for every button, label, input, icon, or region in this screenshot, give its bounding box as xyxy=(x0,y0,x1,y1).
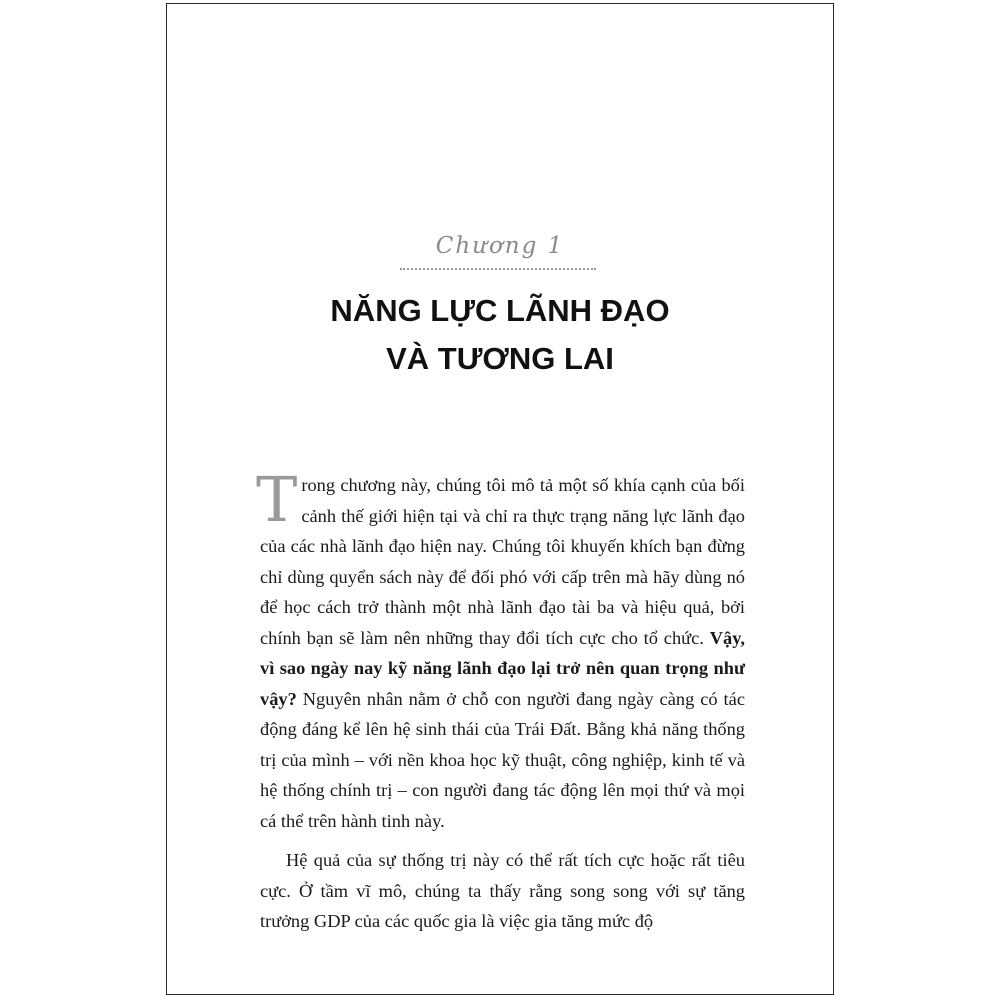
dotted-divider xyxy=(400,268,596,270)
chapter-title-line-2: VÀ TƯƠNG LAI xyxy=(386,341,614,376)
drop-cap: T xyxy=(256,463,298,536)
book-page xyxy=(166,3,834,995)
paragraph-2: Hệ quả của sự thống trị này có thể rất tích cực hoặc rất tiêu cực. Ở tầm vĩ mô, chúng ta thấy rằng song song với sự tăng trưởng GDP của các quốc gia là việc gia tăng mức độ xyxy=(260,850,745,931)
chapter-title-line-1: NĂNG LỰC LÃNH ĐẠO xyxy=(330,293,670,328)
paragraph-1-bold-question: Vậy, vì sao ngày nay kỹ năng lãnh đạo lại trở nên quan trọng như vậy? xyxy=(260,627,745,709)
chapter-title xyxy=(167,287,833,383)
paragraph-1-text-b: Nguyên nhân nằm ở chỗ con người đang ngày càng có tác động đáng kể lên hệ sinh thái của Trái Đất. Bằng khả năng thống trị của mình – với nền khoa học kỹ thuật, công nghiệp, kinh tế và hệ thống chính trị – con người đang tác động lên mọi thứ và mọi cá thể trên hành tinh này. xyxy=(260,688,745,831)
paragraph-1-text-a: rong chương này, chúng tôi mô tả một số khía cạnh của bối cảnh thế giới hiện tại và chỉ ra thực trạng năng lực lãnh đạo của các nhà lãnh đạo hiện nay. Chúng tôi khuyến khích bạn đừng chỉ dùng quyển sách này để đối phó với cấp trên mà hãy dùng nó để học cách trở thành một nhà lãnh đạo tài ba và hiệu quả, bởi chính bạn sẽ làm nên những thay đổi tích cực cho tổ chức. xyxy=(260,475,745,648)
paragraph-1 xyxy=(256,463,745,836)
body-text xyxy=(256,463,745,937)
chapter-label: Chương 1 xyxy=(435,233,565,259)
